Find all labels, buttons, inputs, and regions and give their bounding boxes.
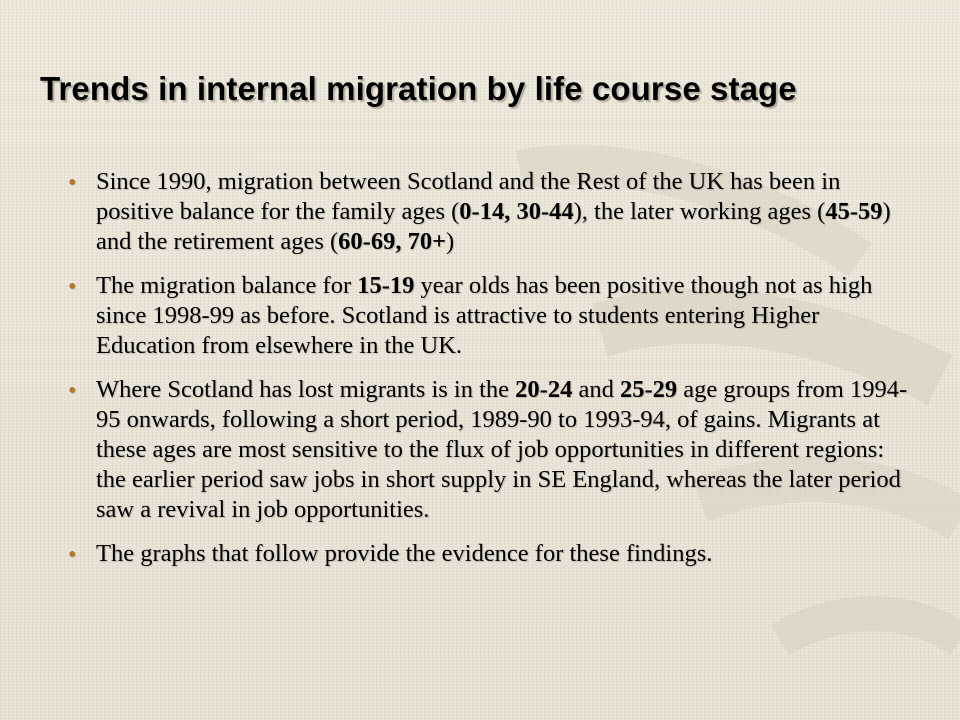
bullet-text: Where Scotland has lost migrants is in the bbox=[96, 376, 516, 403]
slide-title: Trends in internal migration by life course stage bbox=[40, 70, 797, 107]
bullet-text: ) and the retirement ages ( bbox=[96, 198, 891, 255]
bullet-dot-icon: • bbox=[68, 542, 77, 568]
bullet-text: and bbox=[572, 376, 620, 403]
bullet-bold-text: 20-24 bbox=[515, 376, 573, 403]
bullet-bold-text: 25-29 bbox=[619, 376, 678, 403]
bullet-text: year olds has been positive though not as high since 1998-99 as before. Scotland is attractive to students entering Higher Education from elsewhere in the UK. bbox=[96, 272, 873, 359]
bullet-list bbox=[68, 167, 908, 583]
bullet-dot-icon: • bbox=[68, 378, 77, 404]
bullet-text: The graphs that follow provide the evidence for these findings. bbox=[96, 540, 713, 567]
bullet-item-2 bbox=[68, 271, 908, 361]
bullet-text: ) bbox=[446, 228, 455, 255]
bullet-item-4 bbox=[68, 539, 908, 569]
bullet-item-1 bbox=[68, 167, 908, 257]
bullet-text: The migration balance for bbox=[96, 272, 358, 299]
bullet-text: age groups from 1994-95 onwards, following a short period, 1989-90 to 1993-94, of gains. Migrants at these ages are most sensitive to the flux of job opportunities in different regions: the earlier period saw jobs in short supply in SE England, whereas the later period saw a revival in job opportunities. bbox=[96, 376, 908, 523]
bullet-bold-text: 45-59 bbox=[825, 198, 883, 225]
bullet-text: Since 1990, migration between Scotland and the Rest of the UK has been in positive balance for the family ages ( bbox=[96, 168, 841, 225]
bullet-dot-icon: • bbox=[68, 170, 77, 196]
bullet-bold-text: 0-14, 30-44 bbox=[459, 198, 574, 225]
bullet-dot-icon: • bbox=[68, 274, 77, 300]
bullet-item-3 bbox=[68, 375, 908, 525]
bullet-bold-text: 60-69, 70+ bbox=[338, 228, 447, 255]
bullet-text: ), the later working ages ( bbox=[573, 198, 826, 225]
bullet-bold-text: 15-19 bbox=[357, 272, 415, 299]
